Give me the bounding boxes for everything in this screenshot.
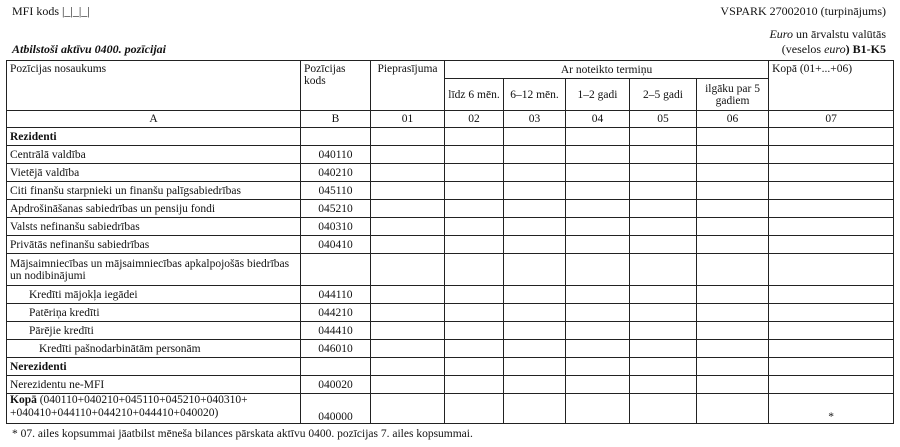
value-cell[interactable] bbox=[697, 236, 769, 254]
col-header-t4: 2–5 gadi bbox=[630, 79, 697, 111]
value-cell[interactable] bbox=[697, 146, 769, 164]
currency-label bbox=[769, 27, 886, 42]
value-cell[interactable] bbox=[566, 304, 630, 322]
table-row bbox=[7, 182, 894, 200]
value-cell[interactable] bbox=[697, 200, 769, 218]
row-code: 044410 bbox=[301, 322, 371, 340]
table-row bbox=[7, 146, 894, 164]
units-euro: euro bbox=[824, 42, 846, 56]
col-header-name: Pozīcijas nosaukums bbox=[7, 61, 301, 111]
value-cell[interactable] bbox=[697, 182, 769, 200]
value-cell[interactable] bbox=[371, 236, 445, 254]
value-cell bbox=[769, 128, 894, 146]
column-id-row bbox=[7, 111, 894, 128]
value-cell[interactable] bbox=[504, 376, 566, 394]
value-cell bbox=[504, 254, 566, 286]
value-cell bbox=[697, 254, 769, 286]
col-id-06: 06 bbox=[697, 111, 769, 128]
col-header-demand: Pieprasījuma bbox=[371, 61, 445, 111]
total-code: 040000 bbox=[301, 394, 371, 424]
value-cell[interactable] bbox=[445, 236, 504, 254]
col-header-term-group: Ar noteikto termiņu bbox=[445, 61, 769, 79]
value-cell[interactable] bbox=[630, 218, 697, 236]
col-header-t5: ilgāku par 5 gadiem bbox=[697, 79, 769, 111]
value-cell[interactable] bbox=[504, 146, 566, 164]
value-cell[interactable] bbox=[769, 146, 894, 164]
row-label: Privātās nefinanšu sabiedrības bbox=[7, 236, 301, 254]
row-code: 045210 bbox=[301, 200, 371, 218]
col-id-02: 02 bbox=[445, 111, 504, 128]
col-id-01: 01 bbox=[371, 111, 445, 128]
value-cell[interactable] bbox=[566, 218, 630, 236]
header-row-1 bbox=[7, 61, 894, 79]
value-cell bbox=[504, 128, 566, 146]
row-code: 040020 bbox=[301, 376, 371, 394]
value-cell bbox=[371, 358, 445, 376]
units-label bbox=[782, 42, 886, 57]
value-cell[interactable] bbox=[566, 182, 630, 200]
value-cell[interactable] bbox=[630, 200, 697, 218]
total-formula-line1: (040110+040210+045110+045210+040310+ bbox=[36, 394, 248, 406]
table-row bbox=[7, 236, 894, 254]
table-row bbox=[7, 128, 894, 146]
value-cell bbox=[371, 254, 445, 286]
value-cell[interactable] bbox=[445, 304, 504, 322]
table-row bbox=[7, 286, 894, 304]
value-cell bbox=[630, 128, 697, 146]
value-cell bbox=[504, 358, 566, 376]
value-cell[interactable] bbox=[445, 322, 504, 340]
value-cell[interactable] bbox=[769, 322, 894, 340]
value-cell[interactable] bbox=[445, 182, 504, 200]
value-cell[interactable] bbox=[566, 236, 630, 254]
value-cell[interactable] bbox=[371, 286, 445, 304]
value-cell[interactable] bbox=[566, 322, 630, 340]
value-cell[interactable] bbox=[630, 146, 697, 164]
value-cell[interactable] bbox=[445, 200, 504, 218]
value-cell[interactable] bbox=[566, 340, 630, 358]
value-cell[interactable] bbox=[566, 394, 630, 424]
value-cell[interactable] bbox=[504, 164, 566, 182]
row-label: Kredīti mājokļa iegādei bbox=[7, 286, 301, 304]
value-cell bbox=[566, 128, 630, 146]
value-cell[interactable] bbox=[371, 218, 445, 236]
value-cell[interactable] bbox=[371, 146, 445, 164]
value-cell[interactable] bbox=[504, 286, 566, 304]
col-id-04: 04 bbox=[566, 111, 630, 128]
value-cell bbox=[769, 358, 894, 376]
footnote: * 07. ailes kopsummai jāatbilst mēneša bilances pārskata aktīvu 0400. pozīcijas 7. ailes kopsummai. bbox=[12, 428, 473, 440]
value-cell bbox=[697, 358, 769, 376]
col-header-code: Pozīcijas kods bbox=[301, 61, 371, 111]
value-cell[interactable] bbox=[566, 376, 630, 394]
value-cell[interactable] bbox=[371, 304, 445, 322]
value-cell[interactable] bbox=[769, 304, 894, 322]
value-cell bbox=[445, 358, 504, 376]
table-row bbox=[7, 304, 894, 322]
value-cell[interactable] bbox=[371, 394, 445, 424]
row-label: Nerezidentu ne-MFI bbox=[7, 376, 301, 394]
row-label: Kredīti pašnodarbinātām personām bbox=[7, 340, 301, 358]
section-title: Atbilstoši aktīvu 0400. pozīcijai bbox=[12, 42, 167, 56]
table-body bbox=[7, 61, 894, 424]
value-cell[interactable] bbox=[566, 200, 630, 218]
table-row bbox=[7, 358, 894, 376]
value-cell[interactable] bbox=[769, 376, 894, 394]
value-cell[interactable] bbox=[445, 218, 504, 236]
value-cell[interactable] bbox=[504, 304, 566, 322]
row-label: Patēriņa kredīti bbox=[7, 304, 301, 322]
table-row bbox=[7, 376, 894, 394]
value-cell bbox=[445, 128, 504, 146]
value-cell[interactable] bbox=[697, 304, 769, 322]
col-header-total: Kopā (01+...+06) bbox=[769, 61, 894, 111]
row-code bbox=[301, 358, 371, 376]
row-code bbox=[301, 254, 371, 286]
total-label-bold: Kopā bbox=[10, 394, 37, 406]
value-cell[interactable] bbox=[769, 218, 894, 236]
value-cell[interactable] bbox=[769, 340, 894, 358]
value-cell[interactable] bbox=[566, 146, 630, 164]
value-cell[interactable] bbox=[445, 286, 504, 304]
col-header-t2: 6–12 mēn. bbox=[504, 79, 566, 111]
total-mark[interactable]: * bbox=[769, 394, 894, 424]
table-row bbox=[7, 254, 894, 286]
value-cell[interactable] bbox=[504, 200, 566, 218]
row-label: Apdrošināšanas sabiedrības un pensiju fondi bbox=[7, 200, 301, 218]
value-cell[interactable] bbox=[697, 340, 769, 358]
value-cell[interactable] bbox=[504, 236, 566, 254]
total-label bbox=[7, 394, 301, 424]
col-header-t1: līdz 6 mēn. bbox=[445, 79, 504, 111]
value-cell bbox=[630, 358, 697, 376]
value-cell[interactable] bbox=[445, 146, 504, 164]
row-code: 040210 bbox=[301, 164, 371, 182]
units-close: ) B1-K5 bbox=[845, 42, 886, 56]
value-cell[interactable] bbox=[697, 322, 769, 340]
row-code: 044110 bbox=[301, 286, 371, 304]
row-code: 044210 bbox=[301, 304, 371, 322]
value-cell[interactable] bbox=[445, 394, 504, 424]
currency-rest: un ārvalstu valūtās bbox=[793, 27, 886, 41]
row-label: Pārējie kredīti bbox=[7, 322, 301, 340]
value-cell[interactable] bbox=[697, 218, 769, 236]
value-cell[interactable] bbox=[371, 322, 445, 340]
value-cell bbox=[630, 254, 697, 286]
value-cell[interactable] bbox=[630, 182, 697, 200]
report-table bbox=[6, 60, 894, 424]
row-code: 040110 bbox=[301, 146, 371, 164]
col-id-a: A bbox=[7, 111, 301, 128]
table-row bbox=[7, 164, 894, 182]
value-cell[interactable] bbox=[371, 200, 445, 218]
row-code bbox=[301, 128, 371, 146]
value-cell[interactable] bbox=[630, 164, 697, 182]
value-cell bbox=[566, 358, 630, 376]
value-cell bbox=[445, 254, 504, 286]
value-cell bbox=[566, 254, 630, 286]
value-cell[interactable] bbox=[630, 376, 697, 394]
table-row bbox=[7, 218, 894, 236]
value-cell[interactable] bbox=[566, 164, 630, 182]
total-formula-line2: +040410+044110+044210+044410+040020) bbox=[10, 407, 219, 419]
col-id-03: 03 bbox=[504, 111, 566, 128]
value-cell bbox=[697, 128, 769, 146]
value-cell bbox=[769, 254, 894, 286]
value-cell[interactable] bbox=[697, 164, 769, 182]
value-cell[interactable] bbox=[504, 322, 566, 340]
table-row bbox=[7, 340, 894, 358]
value-cell[interactable] bbox=[504, 182, 566, 200]
value-cell[interactable] bbox=[630, 394, 697, 424]
row-code: 045110 bbox=[301, 182, 371, 200]
row-label: Nerezidenti bbox=[7, 358, 301, 376]
value-cell[interactable] bbox=[769, 286, 894, 304]
total-row bbox=[7, 394, 894, 424]
col-id-b: B bbox=[301, 111, 371, 128]
row-code: 046010 bbox=[301, 340, 371, 358]
row-label: Mājsaimniecības un mājsaimniecības apkalpojošās biedrības un nodibinājumi bbox=[7, 254, 301, 286]
value-cell[interactable] bbox=[445, 376, 504, 394]
value-cell[interactable] bbox=[769, 236, 894, 254]
table-row bbox=[7, 322, 894, 340]
row-label: Vietējā valdība bbox=[7, 164, 301, 182]
value-cell[interactable] bbox=[697, 394, 769, 424]
value-cell[interactable] bbox=[445, 164, 504, 182]
col-header-t3: 1–2 gadi bbox=[566, 79, 630, 111]
value-cell[interactable] bbox=[371, 164, 445, 182]
value-cell[interactable] bbox=[769, 164, 894, 182]
value-cell[interactable] bbox=[769, 182, 894, 200]
row-code: 040410 bbox=[301, 236, 371, 254]
col-id-05: 05 bbox=[630, 111, 697, 128]
value-cell[interactable] bbox=[504, 340, 566, 358]
currency-euro: Euro bbox=[769, 27, 794, 41]
row-label: Citi finanšu starpnieki un finanšu palīgsabiedrības bbox=[7, 182, 301, 200]
units-open: (veselos bbox=[781, 42, 825, 56]
value-cell[interactable] bbox=[371, 376, 445, 394]
value-cell bbox=[371, 128, 445, 146]
table-row bbox=[7, 200, 894, 218]
value-cell[interactable] bbox=[630, 304, 697, 322]
value-cell[interactable] bbox=[630, 322, 697, 340]
value-cell[interactable] bbox=[504, 394, 566, 424]
value-cell[interactable] bbox=[566, 286, 630, 304]
row-label: Rezidenti bbox=[7, 128, 301, 146]
value-cell[interactable] bbox=[504, 218, 566, 236]
value-cell[interactable] bbox=[371, 182, 445, 200]
value-cell[interactable] bbox=[371, 340, 445, 358]
mfi-code-label: MFI kods |_|_|_| bbox=[12, 4, 90, 18]
row-code: 040310 bbox=[301, 218, 371, 236]
row-label: Valsts nefinanšu sabiedrības bbox=[7, 218, 301, 236]
col-id-07: 07 bbox=[769, 111, 894, 128]
value-cell[interactable] bbox=[630, 286, 697, 304]
form-code: VSPARK 27002010 (turpinājums) bbox=[720, 4, 886, 18]
value-cell[interactable] bbox=[445, 340, 504, 358]
value-cell[interactable] bbox=[697, 376, 769, 394]
value-cell[interactable] bbox=[769, 200, 894, 218]
row-label: Centrālā valdība bbox=[7, 146, 301, 164]
value-cell[interactable] bbox=[697, 286, 769, 304]
value-cell[interactable] bbox=[630, 340, 697, 358]
value-cell[interactable] bbox=[630, 236, 697, 254]
